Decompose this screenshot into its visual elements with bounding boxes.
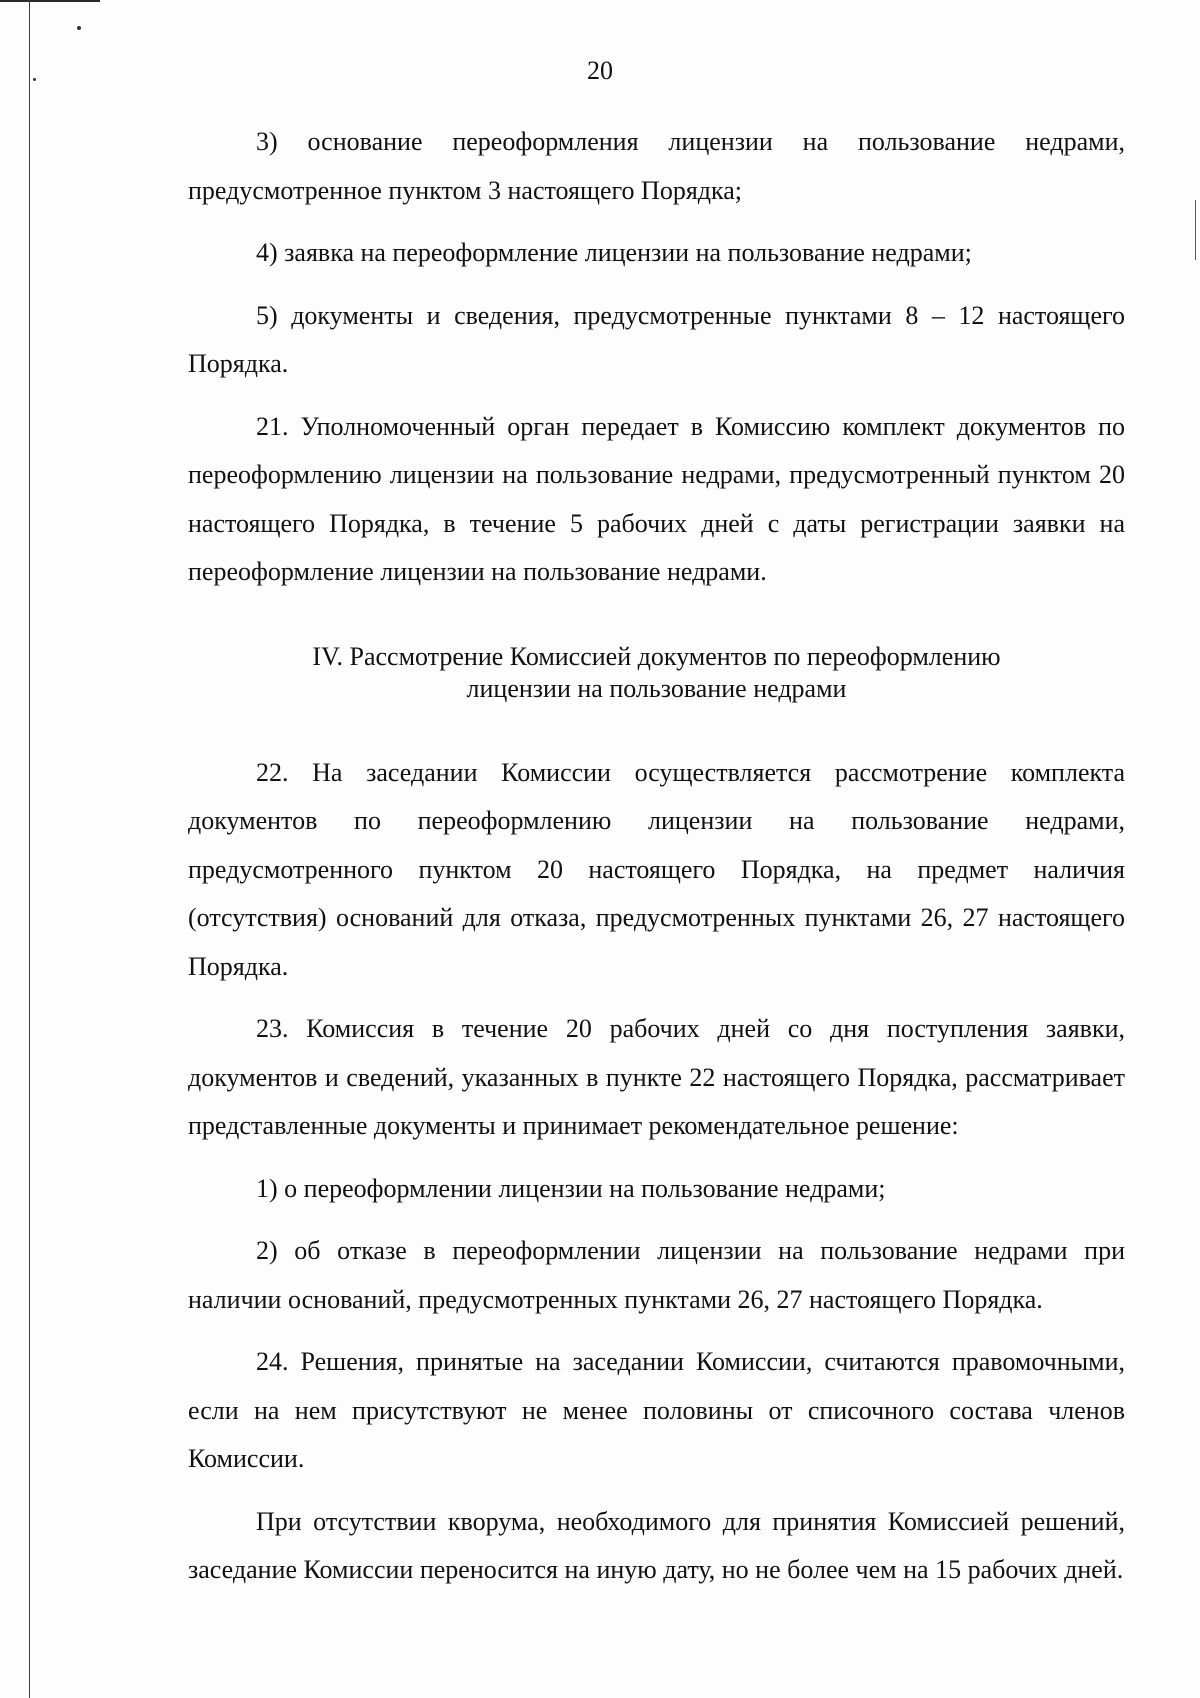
scan-speck: [77, 26, 81, 30]
paragraph: При отсутствии кворума, необходимого для принятия Комиссией решений, заседание Комиссии переносится на иную дату, но не более чем на 15 рабочих дней.: [188, 1506, 1125, 1584]
section-heading: [188, 641, 1125, 705]
paragraph: 3) основание переоформления лицензии на пользование недрами, предусмотренное пунктом 3 настоящего Порядка;: [188, 127, 1125, 205]
paragraph: 5) документы и сведения, предусмотренные пунктами 8 – 12 настоящего Порядка.: [188, 300, 1125, 378]
paragraph: 21. Уполномоченный орган передает в Комиссию комплект документов по переоформлению лицензии на пользование недрами, предусмотренный пунктом 20 настоящего Порядка, в течение 5 рабочих дней с даты регистрации заявки на переоформление лицензии на пользование недрами.: [188, 411, 1125, 586]
section-heading-line: IV. Рассмотрение Комиссией документов по переоформлению: [312, 641, 1001, 671]
scan-edge-left: [29, 0, 30, 1698]
paragraph: 4) заявка на переоформление лицензии на пользование недрами;: [256, 238, 972, 267]
document-body: [188, 118, 1125, 1595]
paragraph: 1) о переоформлении лицензии на пользование недрами;: [256, 1173, 886, 1203]
scan-edge-right: [1195, 200, 1196, 260]
paragraph: 23. Комиссия в течение 20 рабочих дней со дня поступления заявки, документов и сведений, указанных в пункте 22 настоящего Порядка, рассматривает представленные документы и принимает рекомендательное решение:: [188, 1014, 1125, 1140]
paragraph: 24. Решения, принятые на заседании Комиссии, считаются правомочными, если на нем присутствуют не менее половины от списочного состава членов Комиссии.: [188, 1347, 1125, 1473]
page-number: 20: [587, 56, 613, 85]
paragraph: 22. На заседании Комиссии осуществляется рассмотрение комплекта документов по переоформлению лицензии на пользование недрами, предусмотренного пунктом 20 настоящего Порядка, на предмет наличия (отсутствия) оснований для отказа, предусмотренных пунктами 26, 27 настоящего Порядка.: [188, 757, 1125, 981]
section-heading-line: лицензии на пользование недрами: [466, 673, 847, 703]
scan-edge-top: [0, 0, 100, 2]
paragraph: 2) об отказе в переоформлении лицензии на пользование недрами при наличии оснований, предусмотренных пунктами 26, 27 настоящего Порядка.: [188, 1236, 1125, 1314]
